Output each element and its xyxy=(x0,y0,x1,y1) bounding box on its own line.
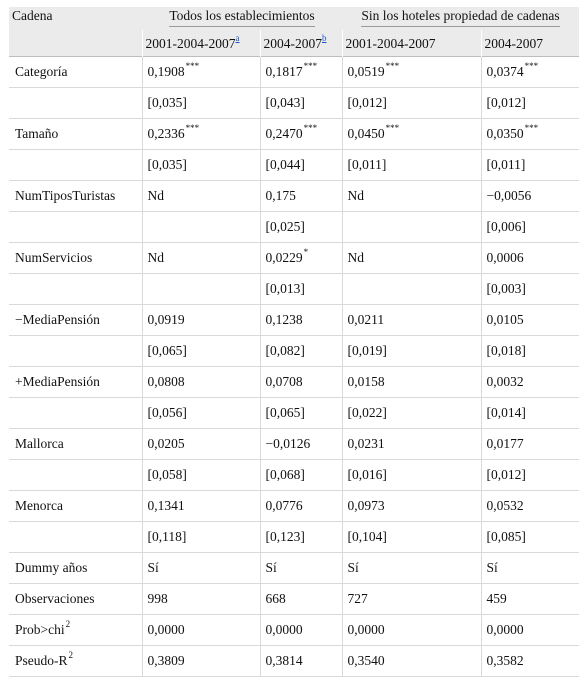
row-label: Categoría xyxy=(9,57,142,88)
significance-stars: *** xyxy=(303,123,318,133)
table-cell xyxy=(260,584,342,615)
cell-value: 0,0808 xyxy=(147,374,185,389)
cell-value: 0,0450 xyxy=(347,126,385,141)
table-row xyxy=(9,367,579,398)
table-cell xyxy=(481,584,579,615)
cell-value: 0,1238 xyxy=(265,312,303,327)
table-row xyxy=(9,274,579,305)
column-header: 2004-2007 xyxy=(481,30,579,57)
cell-value: Nd xyxy=(147,188,164,203)
cell-value: 0,1817 xyxy=(265,64,303,79)
group-header-all-label: Todos los establecimientos xyxy=(169,8,314,27)
cell-value: 0,2336 xyxy=(147,126,185,141)
table-cell xyxy=(142,522,260,553)
table-cell xyxy=(481,646,579,677)
table-cell xyxy=(342,305,481,336)
table-row xyxy=(9,615,579,646)
group-header-non-chain-label: Sin los hoteles propiedad de cadenas xyxy=(361,8,559,27)
table-row xyxy=(9,336,579,367)
table-cell xyxy=(142,150,260,181)
table-cell xyxy=(342,212,481,243)
table-row xyxy=(9,181,579,212)
table-cell xyxy=(142,460,260,491)
cell-value: 0,0205 xyxy=(147,436,185,451)
cell-value: Nd xyxy=(147,250,164,265)
row-label: Pseudo-$R^2$ xyxy=(9,646,142,677)
row-label xyxy=(9,398,142,429)
cell-value: 0,0374 xyxy=(486,64,524,79)
table-row xyxy=(9,491,579,522)
table-cell xyxy=(481,243,579,274)
row-label: Menorca xyxy=(9,491,142,522)
row-label: Mallorca xyxy=(9,429,142,460)
cell-value: 0,3582 xyxy=(486,653,524,668)
table-cell xyxy=(142,336,260,367)
cell-value: 0,0532 xyxy=(486,498,524,513)
table-cell xyxy=(342,584,481,615)
label-superscript: 2 xyxy=(68,650,74,660)
column-header: 2001-2004-2007 xyxy=(342,30,481,57)
cell-value: 0,0973 xyxy=(347,498,385,513)
significance-stars: *** xyxy=(185,61,200,71)
header-spacer xyxy=(9,30,142,57)
table-cell xyxy=(481,615,579,646)
cell-value: [0,065] xyxy=(147,343,187,358)
row-label: Tamaño xyxy=(9,119,142,150)
row-label: Dummy años xyxy=(9,553,142,584)
table-cell xyxy=(481,460,579,491)
cell-value: 0,175 xyxy=(265,188,296,203)
table-cell xyxy=(142,88,260,119)
cell-value: [0,058] xyxy=(147,467,187,482)
significance-stars: *** xyxy=(524,123,539,133)
column-header: 2001-2004-2007$^a$ xyxy=(142,30,260,57)
cell-value: [0,104] xyxy=(347,529,387,544)
table-cell xyxy=(142,367,260,398)
cell-value: 0,0231 xyxy=(347,436,385,451)
table-cell xyxy=(342,336,481,367)
footnote-link-a[interactable]: a xyxy=(235,33,240,43)
table-cell xyxy=(260,460,342,491)
cell-value: [0,011] xyxy=(347,157,387,172)
table-row xyxy=(9,150,579,181)
cell-value: 0,1341 xyxy=(147,498,185,513)
cell-value: [0,123] xyxy=(265,529,305,544)
table-cell xyxy=(260,398,342,429)
cell-value: [0,003] xyxy=(486,281,526,296)
table-row xyxy=(9,88,579,119)
table-cell xyxy=(481,491,579,522)
table-row xyxy=(9,57,579,88)
table-cell xyxy=(342,460,481,491)
significance-stars: *** xyxy=(385,123,400,133)
table-cell xyxy=(342,181,481,212)
table-cell xyxy=(481,336,579,367)
cell-value: 0,0006 xyxy=(486,250,524,265)
table-cell xyxy=(260,243,342,274)
table-cell xyxy=(142,305,260,336)
table-row xyxy=(9,553,579,584)
table-row xyxy=(9,243,579,274)
cell-value: 0,0229 xyxy=(265,250,303,265)
cell-value: [0,056] xyxy=(147,405,187,420)
cell-value: −0,0056 xyxy=(486,188,532,203)
table-cell xyxy=(260,88,342,119)
table-cell xyxy=(260,553,342,584)
table-cell xyxy=(142,212,260,243)
table-cell xyxy=(481,57,579,88)
cell-value: Sí xyxy=(347,560,359,575)
table-cell xyxy=(342,119,481,150)
cell-value: Sí xyxy=(147,560,159,575)
table-cell xyxy=(142,398,260,429)
table-cell xyxy=(342,429,481,460)
cell-value: [0,018] xyxy=(486,343,526,358)
table-cell xyxy=(342,615,481,646)
table-row xyxy=(9,646,579,677)
table-row xyxy=(9,398,579,429)
cell-value: [0,082] xyxy=(265,343,305,358)
table-cell xyxy=(260,522,342,553)
significance-stars: *** xyxy=(524,61,539,71)
table-row xyxy=(9,522,579,553)
cell-value: [0,016] xyxy=(347,467,387,482)
cell-value: 668 xyxy=(265,591,286,606)
row-label: +MediaPensión xyxy=(9,367,142,398)
row-label xyxy=(9,274,142,305)
table-cell xyxy=(142,615,260,646)
table-cell xyxy=(260,491,342,522)
cell-value: 459 xyxy=(486,591,507,606)
cell-value: 0,0000 xyxy=(265,622,303,637)
significance-stars: * xyxy=(303,247,309,257)
table-cell xyxy=(342,491,481,522)
cell-value: 0,3809 xyxy=(147,653,185,668)
table-cell xyxy=(342,522,481,553)
regression-table xyxy=(9,7,579,677)
cell-value: 0,0158 xyxy=(347,374,385,389)
table-row xyxy=(9,460,579,491)
cell-value: 0,0919 xyxy=(147,312,185,327)
table-cell xyxy=(481,119,579,150)
row-label: NumServicios xyxy=(9,243,142,274)
cell-value: 0,0105 xyxy=(486,312,524,327)
cell-value: 998 xyxy=(147,591,168,606)
table-cell xyxy=(142,646,260,677)
table-cell xyxy=(342,646,481,677)
cell-value: [0,118] xyxy=(147,529,187,544)
row-label xyxy=(9,212,142,243)
cell-value: [0,044] xyxy=(265,157,305,172)
cell-value: [0,006] xyxy=(486,219,526,234)
table-cell xyxy=(481,212,579,243)
group-header-all xyxy=(142,7,342,30)
row-label xyxy=(9,522,142,553)
table-cell xyxy=(260,274,342,305)
table-cell xyxy=(481,88,579,119)
table-cell xyxy=(481,398,579,429)
table-cell xyxy=(342,150,481,181)
cell-value: 727 xyxy=(347,591,368,606)
cell-value: Sí xyxy=(486,560,498,575)
row-label xyxy=(9,336,142,367)
table-cell xyxy=(142,243,260,274)
table-cell xyxy=(260,367,342,398)
row-label-header: Cadena xyxy=(9,7,142,30)
table-cell xyxy=(481,181,579,212)
cell-value: 0,0177 xyxy=(486,436,524,451)
column-header: 2004-2007$^b$ xyxy=(260,30,342,57)
table-cell xyxy=(342,57,481,88)
table-cell xyxy=(481,305,579,336)
table-cell xyxy=(260,336,342,367)
cell-value: [0,035] xyxy=(147,95,187,110)
cell-value: [0,085] xyxy=(486,529,526,544)
cell-value: 0,2470 xyxy=(265,126,303,141)
cell-value: [0,065] xyxy=(265,405,305,420)
cell-value: [0,068] xyxy=(265,467,305,482)
table-cell xyxy=(481,367,579,398)
cell-value: 0,3540 xyxy=(347,653,385,668)
table-cell xyxy=(142,181,260,212)
table-cell xyxy=(260,429,342,460)
table-cell xyxy=(342,243,481,274)
cell-value: 0,1908 xyxy=(147,64,185,79)
table-cell xyxy=(260,615,342,646)
cell-value: [0,012] xyxy=(486,95,526,110)
table-row xyxy=(9,429,579,460)
cell-value: [0,012] xyxy=(486,467,526,482)
cell-value: Sí xyxy=(265,560,277,575)
table-cell xyxy=(142,491,260,522)
table-cell xyxy=(481,553,579,584)
significance-stars: *** xyxy=(385,61,400,71)
table-cell xyxy=(342,398,481,429)
table-header xyxy=(9,7,579,57)
cell-value: 0,0000 xyxy=(486,622,524,637)
table-cell xyxy=(342,367,481,398)
table-cell xyxy=(142,584,260,615)
cell-value: Nd xyxy=(347,250,364,265)
cell-value: [0,022] xyxy=(347,405,387,420)
cell-value: Nd xyxy=(347,188,364,203)
cell-value: [0,012] xyxy=(347,95,387,110)
table-cell xyxy=(260,305,342,336)
cell-value: −0,0126 xyxy=(265,436,311,451)
table-cell xyxy=(142,119,260,150)
footnote-link-b[interactable]: b xyxy=(322,33,327,43)
table-cell xyxy=(142,57,260,88)
table-cell xyxy=(260,57,342,88)
cell-value: [0,013] xyxy=(265,281,305,296)
cell-value: [0,011] xyxy=(486,157,526,172)
group-header-non-chain xyxy=(342,7,579,30)
row-label: Prob>chi$^2$ xyxy=(9,615,142,646)
cell-value: 0,0776 xyxy=(265,498,303,513)
table-row xyxy=(9,212,579,243)
table-cell xyxy=(342,553,481,584)
cell-value: 0,0708 xyxy=(265,374,303,389)
row-label xyxy=(9,460,142,491)
row-label: Observaciones xyxy=(9,584,142,615)
table-cell xyxy=(260,150,342,181)
table-row xyxy=(9,119,579,150)
cell-value: 0,0000 xyxy=(347,622,385,637)
table-cell xyxy=(260,181,342,212)
table-cell xyxy=(260,212,342,243)
table-cell xyxy=(142,274,260,305)
cell-value: 0,3814 xyxy=(265,653,303,668)
row-label: −MediaPensión xyxy=(9,305,142,336)
table-cell xyxy=(481,274,579,305)
table-cell xyxy=(260,119,342,150)
cell-value: [0,043] xyxy=(265,95,305,110)
cell-value: 0,0032 xyxy=(486,374,524,389)
table-cell xyxy=(342,274,481,305)
cell-value: [0,014] xyxy=(486,405,526,420)
table-cell xyxy=(481,429,579,460)
cell-value: 0,0350 xyxy=(486,126,524,141)
cell-value: [0,025] xyxy=(265,219,305,234)
table-cell xyxy=(481,150,579,181)
row-label xyxy=(9,88,142,119)
table-cell xyxy=(142,429,260,460)
table-row xyxy=(9,584,579,615)
table-cell xyxy=(342,88,481,119)
cell-value: 0,0000 xyxy=(147,622,185,637)
row-label: NumTiposTuristas xyxy=(9,181,142,212)
label-superscript: 2 xyxy=(65,619,71,629)
cell-value: [0,035] xyxy=(147,157,187,172)
table-cell xyxy=(142,553,260,584)
table-body xyxy=(9,57,579,677)
table-cell xyxy=(481,522,579,553)
table-row xyxy=(9,305,579,336)
row-label xyxy=(9,150,142,181)
cell-value: 0,0519 xyxy=(347,64,385,79)
significance-stars: *** xyxy=(185,123,200,133)
cell-value: [0,019] xyxy=(347,343,387,358)
significance-stars: *** xyxy=(303,61,318,71)
table-cell xyxy=(260,646,342,677)
cell-value: 0,0211 xyxy=(347,312,385,327)
